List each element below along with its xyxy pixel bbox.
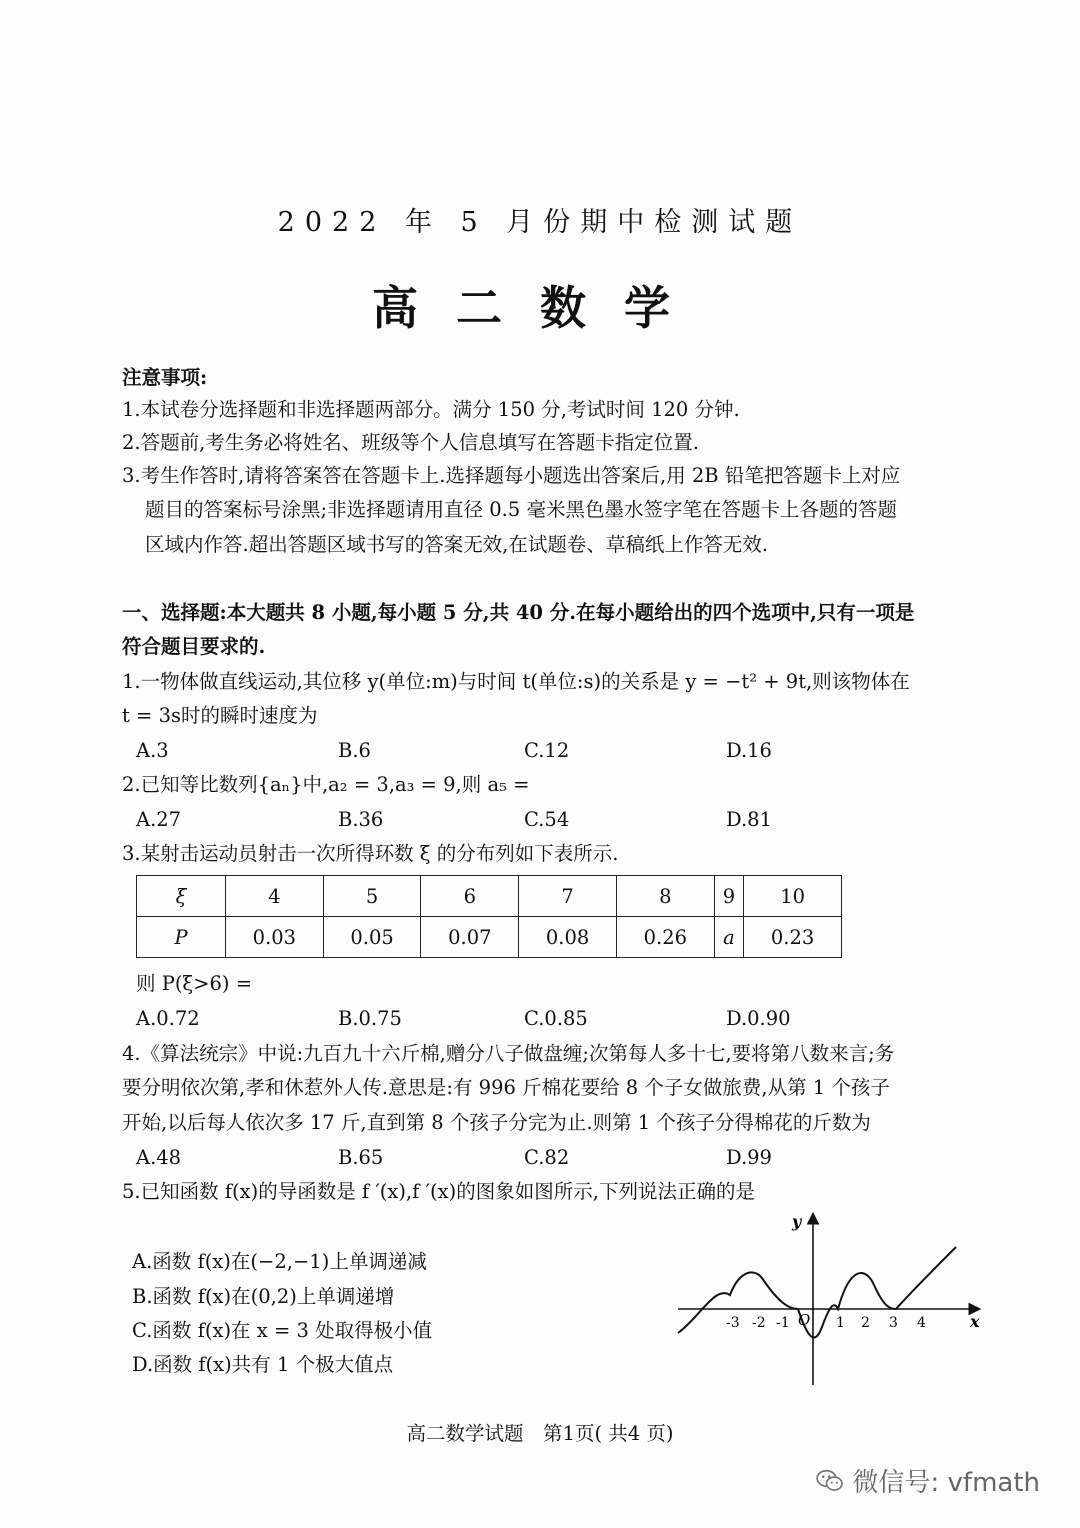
notice-item-1: 1.本试卷分选择题和非选择题两部分。满分 150 分,考试时间 120 分钟.: [122, 398, 740, 421]
table-cell: 8: [616, 876, 714, 917]
derivative-graph: [670, 1205, 990, 1390]
table-cell: 6: [421, 876, 519, 917]
table-cell: a: [714, 917, 744, 958]
q1-option-b: B.6: [338, 739, 371, 762]
q2-option-b: B.36: [338, 808, 384, 831]
tick-label: -2: [752, 1315, 766, 1331]
q2-option-a: A.27: [136, 808, 182, 831]
section1-heading-line-1: 一、选择题:本大题共 8 小题,每小题 5 分,共 40 分.在每小题给出的四个选项中,只有一项是: [122, 601, 915, 624]
q4-stem-line-1: 4.《算法统宗》中说:九百九十六斤棉,赠分八子做盘缠;次第每人多十七,要将第八数来言;务: [122, 1042, 895, 1065]
q3-stem: 3.某射击运动员射击一次所得环数 ξ 的分布列如下表所示.: [122, 842, 619, 865]
table-cell: 9: [714, 876, 744, 917]
q3-option-b: B.0.75: [338, 1007, 402, 1030]
q5-stem: 5.已知函数 f(x)的导函数是 f ′(x),f ′(x)的图象如图所示,下列说法正确的是: [122, 1180, 755, 1203]
q4-option-b: B.65: [338, 1146, 384, 1169]
q1-option-c: C.12: [524, 739, 570, 762]
wechat-icon: [815, 1469, 845, 1493]
q4-option-d: D.99: [726, 1146, 772, 1169]
q2-stem: 2.已知等比数列{aₙ}中,a₂ = 3,a₃ = 9,则 a₅ =: [122, 773, 530, 796]
table-cell: 0.23: [744, 917, 842, 958]
table-cell: 0.05: [323, 917, 421, 958]
y-axis-label: y: [792, 1212, 802, 1231]
exam-title: 2022 年 5 月份期中检测试题: [277, 207, 803, 238]
page-footer: 高二数学试题 第1页( 共4 页): [406, 1422, 674, 1445]
table-row: [137, 876, 842, 917]
origin-label: O: [798, 1311, 811, 1329]
tick-label: 3: [889, 1315, 898, 1331]
table-row: [137, 917, 842, 958]
notice-item-2: 2.答题前,考生务必将姓名、班级等个人信息填写在答题卡指定位置.: [122, 431, 700, 454]
notice-item-3-line-2: 题目的答案标号涂黑;非选择题请用直径 0.5 毫米黑色墨水签字笔在答题卡上各题的答题: [145, 498, 897, 521]
q1-stem-line-1: 1.一物体做直线运动,其位移 y(单位:m)与时间 t(单位:s)的关系是 y = −t² + 9t,则该物体在: [122, 670, 910, 693]
q1-option-d: D.16: [726, 739, 772, 762]
table-cell: 7: [519, 876, 617, 917]
notice-heading: 注意事项:: [122, 366, 208, 389]
q4-stem-line-2: 要分明依次第,孝和休惹外人传.意思是:有 996 斤棉花要给 8 个子女做旅费,从第 1 个孩子: [122, 1076, 890, 1099]
q4-stem-line-3: 开始,以后每人依次多 17 斤,直到第 8 个孩子分完为止.则第 1 个孩子分得棉花的斤数为: [122, 1111, 871, 1134]
q5-option-a: A.函数 f(x)在(−2,−1)上单调递减: [132, 1250, 427, 1273]
table-cell: 0.26: [616, 917, 714, 958]
q5-option-b: B.函数 f(x)在(0,2)上单调递增: [132, 1285, 395, 1308]
q3-option-d: D.0.90: [726, 1007, 791, 1030]
notice-item-3-line-1: 3.考生作答时,请将答案答在答题卡上.选择题每小题选出答案后,用 2B 铅笔把答题卡上对应: [122, 464, 901, 487]
q2-option-d: D.81: [726, 808, 772, 831]
q3-option-a: A.0.72: [136, 1007, 200, 1030]
table-cell: 4: [226, 876, 324, 917]
derivative-curve: [678, 1247, 956, 1337]
q4-option-a: A.48: [136, 1146, 182, 1169]
table-cell: P: [137, 917, 226, 958]
q3-option-c: C.0.85: [524, 1007, 588, 1030]
distribution-table: [136, 875, 842, 958]
tick-label: 2: [861, 1315, 870, 1331]
notice-item-3-line-3: 区域内作答.超出答题区域书写的答案无效,在试题卷、草稿纸上作答无效.: [145, 533, 769, 556]
table-cell: 0.08: [519, 917, 617, 958]
watermark: [815, 1462, 1041, 1499]
q2-option-c: C.54: [524, 808, 570, 831]
watermark-text: 微信号: vfmath: [852, 1468, 1040, 1498]
x-axis-label: x: [970, 1312, 980, 1331]
section1-heading-line-2: 符合题目要求的.: [122, 635, 266, 658]
tick-label: 4: [917, 1315, 926, 1331]
q4-option-c: C.82: [524, 1146, 570, 1169]
table-cell: ξ: [137, 876, 226, 917]
table-cell: 5: [323, 876, 421, 917]
tick-label: 1: [836, 1315, 845, 1331]
table-cell: 0.03: [226, 917, 324, 958]
q5-option-c: C.函数 f(x)在 x = 3 处取得极小值: [132, 1319, 433, 1342]
subject-title: 高二数学: [372, 281, 708, 335]
q1-stem-line-2: t = 3s时的瞬时速度为: [122, 704, 318, 727]
q3-question: 则 P(ξ>6) =: [136, 972, 253, 995]
table-cell: 0.07: [421, 917, 519, 958]
tick-label: -1: [776, 1315, 790, 1331]
tick-label: -3: [726, 1315, 740, 1331]
table-cell: 10: [744, 876, 842, 917]
q5-option-d: D.函数 f(x)共有 1 个极大值点: [132, 1353, 394, 1376]
q1-option-a: A.3: [136, 739, 169, 762]
